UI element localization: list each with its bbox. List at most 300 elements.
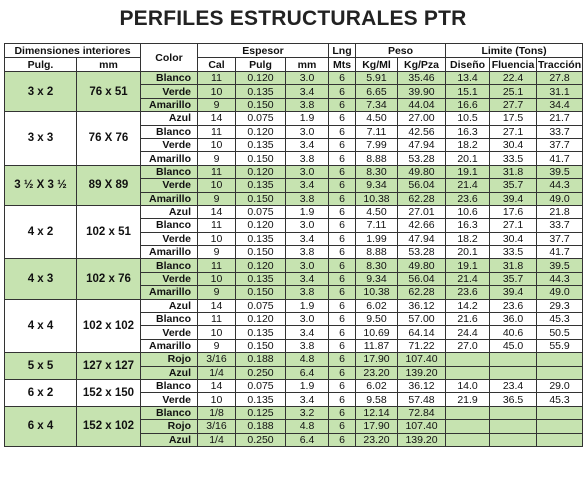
lng-cell: 6: [329, 326, 356, 339]
esp-mm-cell: 3.0: [286, 259, 329, 272]
traccion-cell: 39.5: [537, 259, 583, 272]
color-cell: Amarillo: [141, 286, 198, 299]
dim-pulg-cell: 4 x 4: [5, 299, 77, 353]
cal-cell: 11: [198, 219, 236, 232]
kgml-cell: 9.50: [356, 313, 398, 326]
esp-pulg-cell: 0.150: [236, 98, 286, 111]
diseno-cell: 21.6: [446, 313, 490, 326]
diseno-header: Diseño: [446, 58, 490, 72]
color-cell: Blanco: [141, 379, 198, 392]
dim-pulg-cell: 4 x 2: [5, 205, 77, 259]
color-cell: Blanco: [141, 259, 198, 272]
kgpza-cell: 107.40: [398, 353, 446, 366]
color-cell: Azul: [141, 366, 198, 379]
cal-cell: 9: [198, 152, 236, 165]
diseno-cell: 13.4: [446, 72, 490, 85]
pulg-header: Pulg.: [5, 58, 77, 72]
color-cell: Verde: [141, 232, 198, 245]
esp-mm-cell: 3.0: [286, 313, 329, 326]
color-cell: Verde: [141, 326, 198, 339]
kgpza-cell: 35.46: [398, 72, 446, 85]
kgml-cell: 10.69: [356, 326, 398, 339]
traccion-cell: 21.8: [537, 205, 583, 218]
cal-cell: 11: [198, 313, 236, 326]
dim-mm-cell: 102 x 102: [77, 299, 141, 353]
color-cell: Rojo: [141, 353, 198, 366]
esp-pulg-cell: 0.250: [236, 433, 286, 446]
diseno-cell: 16.6: [446, 98, 490, 111]
dimensions-header: Dimensiones interiores: [5, 44, 141, 58]
traccion-cell: 33.7: [537, 219, 583, 232]
traccion-cell: 45.3: [537, 393, 583, 406]
cal-cell: 9: [198, 192, 236, 205]
traccion-cell: [537, 353, 583, 366]
kgpza-cell: 49.80: [398, 165, 446, 178]
lng-cell: 6: [329, 420, 356, 433]
fluencia-cell: 36.0: [490, 313, 537, 326]
esp-mm-cell: 1.9: [286, 379, 329, 392]
color-cell: Amarillo: [141, 152, 198, 165]
fluencia-cell: 36.5: [490, 393, 537, 406]
kgml-cell: 8.30: [356, 259, 398, 272]
lng-cell: 6: [329, 353, 356, 366]
kgml-cell: 8.88: [356, 152, 398, 165]
esp-mm-cell: 4.8: [286, 353, 329, 366]
esp-pulg-cell: 0.135: [236, 272, 286, 285]
esp-mm-cell: 3.8: [286, 192, 329, 205]
kgml-cell: 5.91: [356, 72, 398, 85]
esp-mm-cell: 3.8: [286, 152, 329, 165]
dim-mm-cell: 102 x 51: [77, 205, 141, 259]
diseno-cell: 14.2: [446, 299, 490, 312]
kgml-cell: 6.65: [356, 85, 398, 98]
kgml-cell: 7.99: [356, 138, 398, 151]
traccion-cell: 21.7: [537, 112, 583, 125]
lng-cell: 6: [329, 112, 356, 125]
kgml-cell: 7.11: [356, 219, 398, 232]
kgml-cell: 12.14: [356, 406, 398, 419]
lng-cell: 6: [329, 205, 356, 218]
esp-pulg-cell: 0.150: [236, 192, 286, 205]
fluencia-cell: [490, 420, 537, 433]
kgpza-cell: 47.94: [398, 138, 446, 151]
dim-mm-cell: 76 x 51: [77, 72, 141, 112]
cal-cell: 10: [198, 232, 236, 245]
diseno-cell: [446, 420, 490, 433]
diseno-cell: 18.2: [446, 232, 490, 245]
color-cell: Amarillo: [141, 339, 198, 352]
diseno-cell: 23.6: [446, 286, 490, 299]
kgpza-cell: 39.90: [398, 85, 446, 98]
lng-cell: 6: [329, 259, 356, 272]
esp-mm-header: mm: [286, 58, 329, 72]
diseno-cell: 21.9: [446, 393, 490, 406]
diseno-cell: 10.6: [446, 205, 490, 218]
fluencia-cell: 31.8: [490, 259, 537, 272]
color-cell: Blanco: [141, 219, 198, 232]
kgml-cell: 1.99: [356, 232, 398, 245]
traccion-cell: 41.7: [537, 152, 583, 165]
kgpza-cell: 71.22: [398, 339, 446, 352]
traccion-cell: 29.3: [537, 299, 583, 312]
kgml-cell: 4.50: [356, 205, 398, 218]
esp-mm-cell: 3.8: [286, 286, 329, 299]
table-row: [5, 406, 583, 419]
fluencia-cell: 25.1: [490, 85, 537, 98]
traccion-cell: 45.3: [537, 313, 583, 326]
mm-header: mm: [77, 58, 141, 72]
lng-cell: 6: [329, 192, 356, 205]
esp-pulg-cell: 0.188: [236, 420, 286, 433]
kgml-cell: 6.02: [356, 379, 398, 392]
cal-cell: 10: [198, 138, 236, 151]
esp-mm-cell: 1.9: [286, 299, 329, 312]
cal-cell: 14: [198, 379, 236, 392]
esp-pulg-cell: 0.135: [236, 138, 286, 151]
cal-cell: 10: [198, 179, 236, 192]
table-row: [5, 379, 583, 392]
color-cell: Azul: [141, 433, 198, 446]
traccion-header: Tracción: [537, 58, 582, 71]
kgml-cell: 10.38: [356, 286, 398, 299]
fluencia-cell: 27.1: [490, 219, 537, 232]
cal-cell: 1/4: [198, 366, 236, 379]
dim-pulg-cell: 3 ½ X 3 ½: [5, 165, 77, 205]
diseno-cell: [446, 366, 490, 379]
esp-mm-cell: 3.4: [286, 179, 329, 192]
cal-cell: 1/8: [198, 406, 236, 419]
kgpza-cell: 56.04: [398, 272, 446, 285]
cal-cell: 11: [198, 165, 236, 178]
esp-mm-cell: 3.0: [286, 125, 329, 138]
fluencia-header: Fluencia: [490, 58, 537, 72]
fluencia-cell: 23.6: [490, 299, 537, 312]
color-cell: Verde: [141, 179, 198, 192]
fluencia-cell: 33.5: [490, 152, 537, 165]
color-header: Color: [141, 44, 198, 72]
lng-cell: 6: [329, 313, 356, 326]
diseno-cell: 14.0: [446, 379, 490, 392]
esp-pulg-cell: 0.120: [236, 219, 286, 232]
esp-mm-cell: 1.9: [286, 205, 329, 218]
cal-cell: 10: [198, 326, 236, 339]
color-cell: Rojo: [141, 420, 198, 433]
color-cell: Verde: [141, 138, 198, 151]
esp-mm-cell: 3.8: [286, 339, 329, 352]
kgpza-cell: 139.20: [398, 433, 446, 446]
diseno-cell: 10.5: [446, 112, 490, 125]
traccion-cell: 44.3: [537, 179, 583, 192]
fluencia-cell: 45.0: [490, 339, 537, 352]
lng-cell: 6: [329, 299, 356, 312]
color-cell: Azul: [141, 205, 198, 218]
dim-pulg-cell: 6 x 4: [5, 406, 77, 446]
table-row: [5, 353, 583, 366]
lng-cell: 6: [329, 98, 356, 111]
kgpza-cell: 47.94: [398, 232, 446, 245]
color-cell: Blanco: [141, 125, 198, 138]
cal-cell: 1/4: [198, 433, 236, 446]
kgml-cell: 11.87: [356, 339, 398, 352]
esp-pulg-cell: 0.188: [236, 353, 286, 366]
color-cell: Amarillo: [141, 192, 198, 205]
fluencia-cell: 23.4: [490, 379, 537, 392]
traccion-cell: 41.7: [537, 246, 583, 259]
diseno-cell: 23.6: [446, 192, 490, 205]
kgml-cell: 8.88: [356, 246, 398, 259]
kgpza-cell: 44.04: [398, 98, 446, 111]
kgpza-cell: 27.00: [398, 112, 446, 125]
color-cell: Blanco: [141, 406, 198, 419]
kgml-cell: 17.90: [356, 353, 398, 366]
kgpza-cell: 62.28: [398, 286, 446, 299]
esp-mm-cell: 3.0: [286, 165, 329, 178]
kgpza-cell: 57.00: [398, 313, 446, 326]
esp-pulg-cell: 0.120: [236, 259, 286, 272]
espesor-header: Espesor: [198, 44, 329, 58]
dim-pulg-cell: 6 x 2: [5, 379, 77, 406]
diseno-cell: [446, 353, 490, 366]
esp-pulg-cell: 0.135: [236, 232, 286, 245]
traccion-cell: 49.0: [537, 286, 583, 299]
color-cell: Verde: [141, 393, 198, 406]
kgml-cell: 6.02: [356, 299, 398, 312]
lng-cell: 6: [329, 433, 356, 446]
lng-cell: 6: [329, 232, 356, 245]
color-cell: Amarillo: [141, 98, 198, 111]
cal-cell: 14: [198, 205, 236, 218]
limite-header: Limite (Tons): [446, 44, 583, 58]
traccion-cell: 33.7: [537, 125, 583, 138]
lng-cell: 6: [329, 246, 356, 259]
fluencia-cell: 30.4: [490, 138, 537, 151]
fluencia-cell: [490, 406, 537, 419]
traccion-cell: [537, 420, 583, 433]
lng-cell: 6: [329, 286, 356, 299]
color-cell: Verde: [141, 272, 198, 285]
traccion-cell: 37.7: [537, 232, 583, 245]
esp-pulg-cell: 0.135: [236, 179, 286, 192]
table-row: [5, 165, 583, 178]
fluencia-cell: 35.7: [490, 179, 537, 192]
esp-pulg-cell: 0.150: [236, 286, 286, 299]
diseno-cell: [446, 433, 490, 446]
esp-mm-cell: 3.4: [286, 393, 329, 406]
kgml-cell: 9.58: [356, 393, 398, 406]
dim-mm-cell: 76 X 76: [77, 112, 141, 166]
lng-cell: 6: [329, 366, 356, 379]
kgpza-cell: 72.84: [398, 406, 446, 419]
dim-pulg-cell: 3 x 3: [5, 112, 77, 166]
esp-pulg-cell: 0.150: [236, 339, 286, 352]
esp-pulg-cell: 0.135: [236, 326, 286, 339]
esp-mm-cell: 4.8: [286, 420, 329, 433]
esp-mm-cell: 3.0: [286, 219, 329, 232]
diseno-cell: 16.3: [446, 219, 490, 232]
esp-pulg-cell: 0.075: [236, 205, 286, 218]
diseno-cell: 27.0: [446, 339, 490, 352]
esp-pulg-cell: 0.125: [236, 406, 286, 419]
color-cell: Azul: [141, 112, 198, 125]
kgml-cell: 23.20: [356, 433, 398, 446]
kgpza-cell: 139.20: [398, 366, 446, 379]
kgpza-cell: 107.40: [398, 420, 446, 433]
esp-mm-cell: 6.4: [286, 433, 329, 446]
kgpza-cell: 64.14: [398, 326, 446, 339]
cal-cell: 10: [198, 272, 236, 285]
kgpza-cell: 36.12: [398, 299, 446, 312]
cal-cell: 9: [198, 339, 236, 352]
esp-mm-cell: 3.2: [286, 406, 329, 419]
diseno-cell: 24.4: [446, 326, 490, 339]
diseno-cell: 18.2: [446, 138, 490, 151]
traccion-cell: 29.0: [537, 379, 583, 392]
ptr-table: [4, 43, 583, 447]
esp-pulg-cell: 0.120: [236, 125, 286, 138]
diseno-cell: [446, 406, 490, 419]
esp-pulg-header: Pulg: [236, 58, 286, 72]
color-cell: Blanco: [141, 72, 198, 85]
diseno-cell: 20.1: [446, 152, 490, 165]
lng-cell: 6: [329, 138, 356, 151]
esp-mm-cell: 3.0: [286, 72, 329, 85]
cal-cell: 11: [198, 259, 236, 272]
fluencia-cell: 17.6: [490, 205, 537, 218]
esp-pulg-cell: 0.150: [236, 246, 286, 259]
kgml-cell: 7.11: [356, 125, 398, 138]
kgpza-cell: 27.01: [398, 205, 446, 218]
page-title: PERFILES ESTRUCTURALES PTR: [119, 7, 467, 30]
traccion-cell: 55.9: [537, 339, 583, 352]
peso-header: Peso: [356, 44, 446, 58]
table-row: [5, 112, 583, 125]
lng-cell: 6: [329, 179, 356, 192]
fluencia-cell: 39.4: [490, 192, 537, 205]
table-body: [5, 72, 583, 447]
mts-header: Mts: [329, 58, 356, 72]
kgml-cell: 9.34: [356, 272, 398, 285]
kgpza-cell: 56.04: [398, 179, 446, 192]
fluencia-cell: [490, 366, 537, 379]
kgpza-cell: 42.66: [398, 219, 446, 232]
esp-pulg-cell: 0.075: [236, 112, 286, 125]
lng-cell: 6: [329, 165, 356, 178]
fluencia-cell: 31.8: [490, 165, 537, 178]
kgml-cell: 7.34: [356, 98, 398, 111]
diseno-cell: 21.4: [446, 272, 490, 285]
kgml-cell: 4.50: [356, 112, 398, 125]
esp-pulg-cell: 0.150: [236, 152, 286, 165]
color-cell: Blanco: [141, 165, 198, 178]
fluencia-cell: 33.5: [490, 246, 537, 259]
lng-cell: 6: [329, 272, 356, 285]
kgpza-cell: 42.56: [398, 125, 446, 138]
cal-cell: 11: [198, 72, 236, 85]
esp-mm-cell: 3.8: [286, 98, 329, 111]
lng-cell: 6: [329, 339, 356, 352]
fluencia-cell: 35.7: [490, 272, 537, 285]
dim-pulg-cell: 3 x 2: [5, 72, 77, 112]
traccion-cell: [537, 433, 583, 446]
lng-cell: 6: [329, 72, 356, 85]
kgpza-cell: 53.28: [398, 246, 446, 259]
lng-cell: 6: [329, 406, 356, 419]
lng-cell: 6: [329, 393, 356, 406]
dim-mm-cell: 127 x 127: [77, 353, 141, 380]
cal-cell: 10: [198, 85, 236, 98]
traccion-cell: 37.7: [537, 138, 583, 151]
lng-cell: 6: [329, 379, 356, 392]
esp-mm-cell: 3.4: [286, 272, 329, 285]
lng-header: Lng: [329, 44, 356, 58]
fluencia-cell: 40.6: [490, 326, 537, 339]
esp-pulg-cell: 0.120: [236, 72, 286, 85]
lng-cell: 6: [329, 219, 356, 232]
fluencia-cell: 27.7: [490, 98, 537, 111]
cal-cell: 9: [198, 286, 236, 299]
dim-mm-cell: 89 X 89: [77, 165, 141, 205]
cal-cell: 14: [198, 112, 236, 125]
table-row: [5, 299, 583, 312]
diseno-cell: 21.4: [446, 179, 490, 192]
traccion-cell: 39.5: [537, 165, 583, 178]
kgpza-cell: 57.48: [398, 393, 446, 406]
table-row: [5, 259, 583, 272]
traccion-cell: 44.3: [537, 272, 583, 285]
color-cell: Blanco: [141, 313, 198, 326]
diseno-cell: 19.1: [446, 259, 490, 272]
dim-mm-cell: 152 x 150: [77, 379, 141, 406]
cal-cell: 14: [198, 299, 236, 312]
diseno-cell: 19.1: [446, 165, 490, 178]
kgml-cell: 10.38: [356, 192, 398, 205]
esp-mm-cell: 1.9: [286, 112, 329, 125]
lng-cell: 6: [329, 85, 356, 98]
dim-pulg-cell: 5 x 5: [5, 353, 77, 380]
dim-mm-cell: 152 x 102: [77, 406, 141, 446]
cal-cell: 9: [198, 246, 236, 259]
esp-pulg-cell: 0.135: [236, 393, 286, 406]
fluencia-cell: [490, 433, 537, 446]
kgml-cell: 23.20: [356, 366, 398, 379]
dim-mm-cell: 102 x 76: [77, 259, 141, 299]
kgml-cell: 17.90: [356, 420, 398, 433]
diseno-cell: 20.1: [446, 246, 490, 259]
traccion-cell: [537, 366, 583, 379]
esp-pulg-cell: 0.250: [236, 366, 286, 379]
color-cell: Verde: [141, 85, 198, 98]
diseno-cell: 16.3: [446, 125, 490, 138]
kgml-cell: 8.30: [356, 165, 398, 178]
esp-mm-cell: 3.8: [286, 246, 329, 259]
table-row: [5, 72, 583, 85]
kgpza-header: Kg/Pza: [398, 58, 446, 72]
lng-cell: 6: [329, 152, 356, 165]
table-row: [5, 205, 583, 218]
cal-cell: 3/16: [198, 353, 236, 366]
color-cell: Azul: [141, 299, 198, 312]
color-cell: Amarillo: [141, 246, 198, 259]
traccion-cell: 34.4: [537, 98, 583, 111]
dim-pulg-cell: 4 x 3: [5, 259, 77, 299]
traccion-cell: 27.8: [537, 72, 583, 85]
esp-mm-cell: 3.4: [286, 85, 329, 98]
fluencia-cell: [490, 353, 537, 366]
fluencia-cell: 39.4: [490, 286, 537, 299]
esp-mm-cell: 3.4: [286, 232, 329, 245]
kgpza-cell: 62.28: [398, 192, 446, 205]
fluencia-cell: 22.4: [490, 72, 537, 85]
